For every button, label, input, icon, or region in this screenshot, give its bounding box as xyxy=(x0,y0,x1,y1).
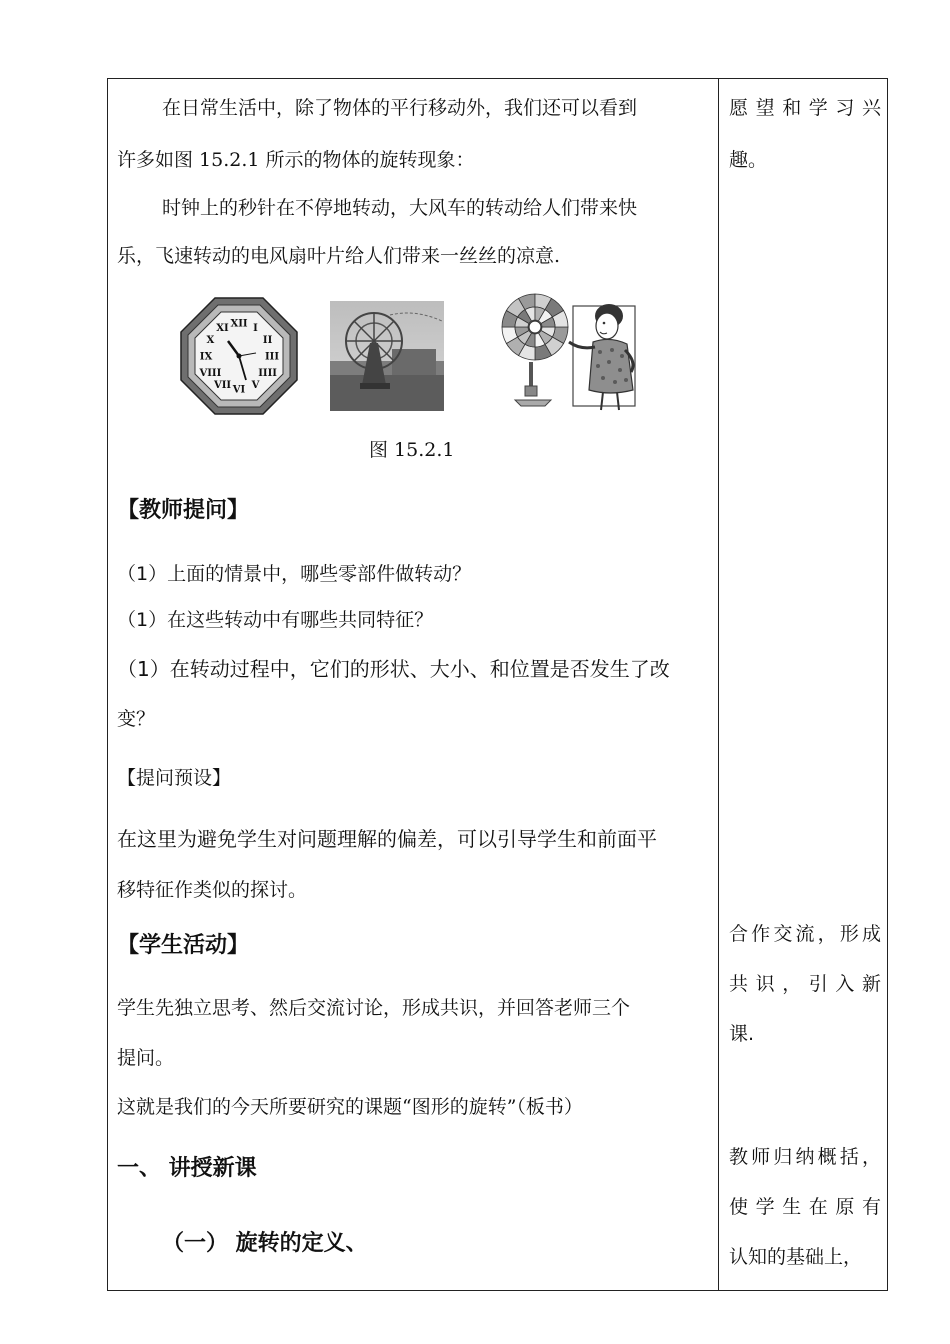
clock-numeral: V xyxy=(251,380,260,392)
fan-cartoon-figure xyxy=(485,292,650,414)
subsection-heading: （一） 旋转的定义、 xyxy=(162,1231,368,1256)
side-note-3 xyxy=(729,1145,881,1269)
side-note-2-line-2: 共识，引入新 xyxy=(729,973,881,995)
clock-numeral: VIII xyxy=(199,368,222,379)
preset-line-1: 在这里为避免学生对问题理解的偏差，可以引导学生和前面平 xyxy=(117,827,657,851)
clock-numeral: IIII xyxy=(258,368,277,379)
student-line-1: 学生先独立思考、然后交流讨论，形成共识，并回答老师三个 xyxy=(117,997,631,1019)
student-activity-heading: 【学生活动】 xyxy=(117,933,250,958)
teacher-question-heading: 【教师提问】 xyxy=(117,498,250,523)
clock-figure xyxy=(180,297,298,415)
intro-line-1: 在日常生活中，除了物体的平行移动外，我们还可以看到 xyxy=(162,97,638,119)
clock-numeral: III xyxy=(264,351,280,363)
side-note-1-line-2: 趣。 xyxy=(729,149,768,171)
section-heading: 一、 讲授新课 xyxy=(117,1156,257,1181)
intro-line-2: 许多如图 15.2.1 所示的物体的旋转现象： xyxy=(117,149,475,171)
clock-numeral: I xyxy=(253,322,258,334)
figure-caption: 图 15.2.1 xyxy=(369,439,455,461)
question-2: （1）在这些转动中有哪些共同特征？ xyxy=(117,609,434,631)
side-note-3-line-1: 教师归纳概括， xyxy=(729,1146,881,1168)
side-note-3-line-2: 使学生在原有 xyxy=(729,1196,881,1218)
question-3-continued: 变？ xyxy=(117,708,156,730)
question-1: （1）上面的情景中，哪些零部件做转动？ xyxy=(117,563,472,585)
student-line-2: 提问。 xyxy=(117,1047,175,1069)
preset-line-2: 移特征作类似的探讨。 xyxy=(117,879,308,901)
clock-numeral: XII xyxy=(230,318,248,330)
preset-heading: 【提问预设】 xyxy=(117,767,232,789)
question-3: （1）在转动过程中，它们的形状、大小、和位置是否发生了改 xyxy=(117,657,670,681)
side-note-1 xyxy=(729,96,881,172)
para2-line-2: 乐，飞速转动的电风扇叶片给人们带来一丝丝的凉意. xyxy=(117,245,561,267)
clock-numeral: IX xyxy=(199,351,213,363)
clock-numeral: II xyxy=(262,335,273,346)
para2-line-1: 时钟上的秒针在不停地转动，大风车的转动给人们带来快 xyxy=(162,197,638,219)
side-note-2-line-3: 课. xyxy=(729,1023,755,1045)
clock-numeral: X xyxy=(206,335,215,346)
side-note-2 xyxy=(729,922,881,1046)
side-note-2-line-1: 合作交流，形成 xyxy=(729,923,881,945)
side-note-1-line-1: 愿望和学习兴 xyxy=(729,97,881,119)
side-note-3-line-3: 认知的基础上， xyxy=(729,1246,863,1268)
topic-line: 这就是我们的今天所要研究的课题“图形的旋转”（板书） xyxy=(117,1096,583,1118)
column-divider xyxy=(718,78,719,1291)
clock-numeral: VI xyxy=(232,384,246,396)
clock-numeral: XI xyxy=(216,322,229,334)
windmill-photo xyxy=(330,301,444,411)
clock-numeral: VII xyxy=(213,380,232,392)
